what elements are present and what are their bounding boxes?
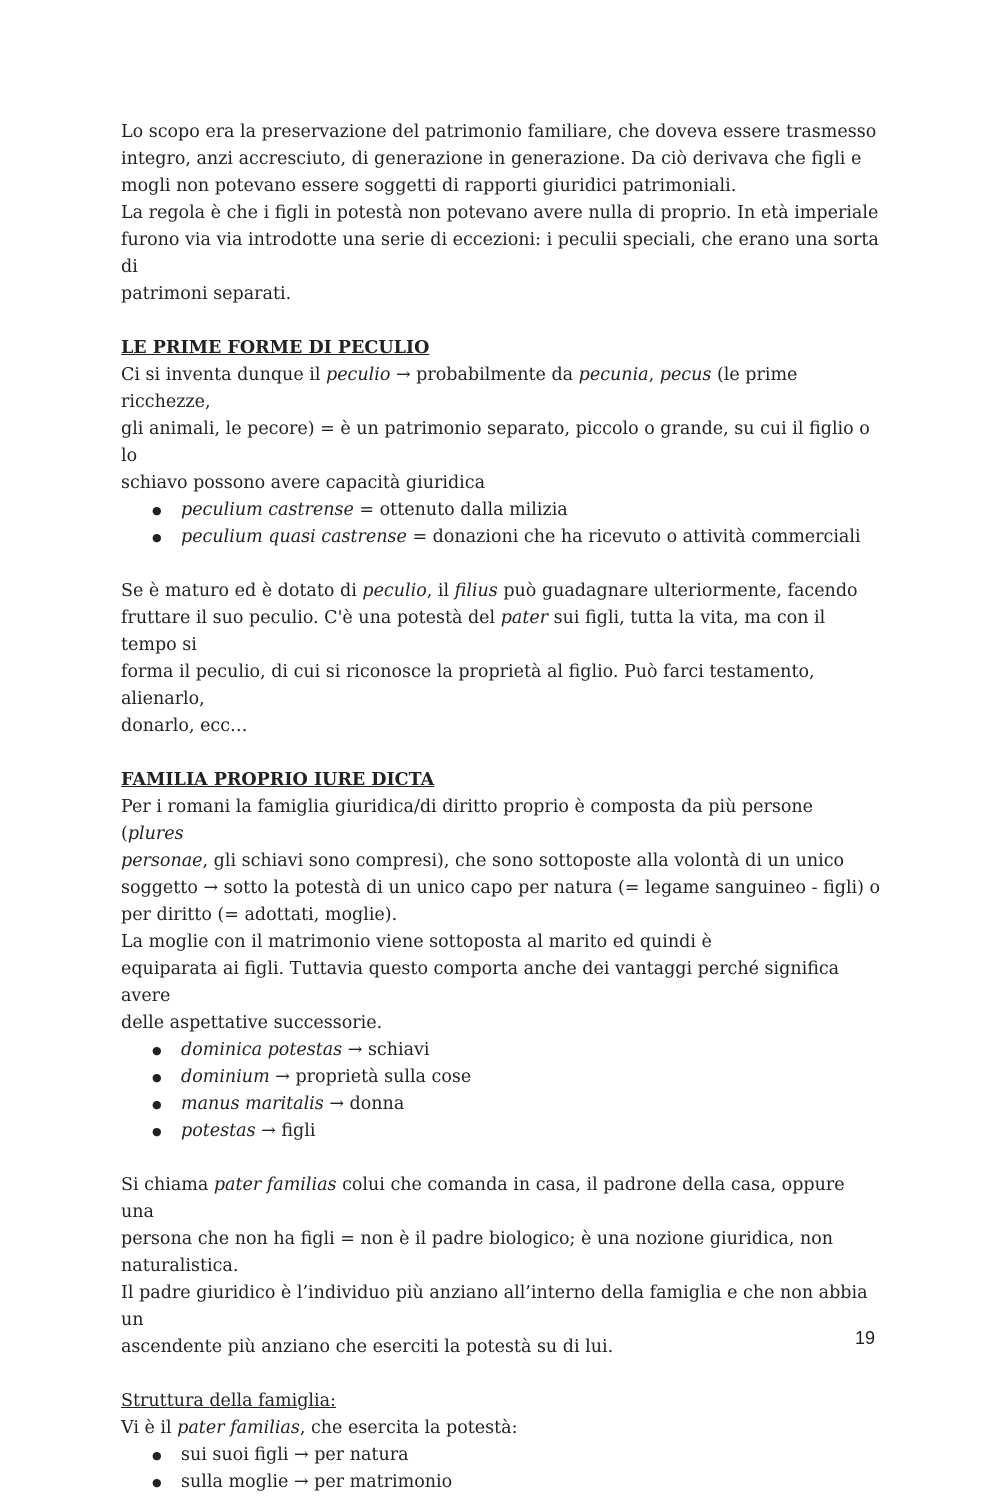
text-line: furono via via introdotte una serie di eccezioni: i peculii speciali, che erano una sorta di: [121, 230, 879, 277]
text-line: Lo scopo era la preservazione del patrimonio familiare, che doveva essere trasmesso: [121, 122, 877, 142]
bullet-list-struttura: [121, 1442, 881, 1496]
text-line: patrimoni separati.: [121, 284, 292, 304]
paragraph-familia: Per i romani la famiglia giuridica/di diritto proprio è composta da più persone (plures personae, gli schiavi sono compresi), che sono sottoposte alla volontà di un unico soggetto → sotto la potestà di un unico capo per natura (= legame sanguineo - figli) o per diritto (= adottati, moglie). La moglie con il matrimonio viene sottoposta al marito ed quindi è equiparata ai figli. Tuttavia questo comporta anche dei vantaggi perché significa avere delle aspettative successorie.: [121, 797, 881, 1033]
list-item: ● dominium → proprietà sulla cose: [121, 1064, 881, 1091]
list-item: ● potestas → figli: [121, 1118, 881, 1145]
list-item: ● manus maritalis → donna: [121, 1091, 881, 1118]
paragraph-struttura: Vi è il pater familias, che esercita la potestà:: [121, 1418, 518, 1438]
list-item: ● sulla moglie → per matrimonio: [121, 1469, 881, 1496]
section-heading-familia: FAMILIA PROPRIO IURE DICTA: [121, 770, 435, 790]
list-item: ● sui suoi figli → per natura: [121, 1442, 881, 1469]
section-heading-struttura: Struttura della famiglia:: [121, 1391, 336, 1411]
paragraph-intro: [121, 119, 881, 308]
paragraph-peculio: Ci si inventa dunque il peculio → probabilmente da pecunia, pecus (le prime ricchezze, gli animali, le pecore) = è un patrimonio separato, piccolo o grande, su cui il figlio o lo schiavo possono avere capacità giuridica: [121, 365, 870, 493]
text-line: integro, anzi accresciuto, di generazione in generazione. Da ciò derivava che figli e: [121, 149, 862, 169]
list-item: ● dominica potestas → schiavi: [121, 1037, 881, 1064]
text-line: La regola è che i figli in potestà non potevano avere nulla di proprio. In età imperiale: [121, 203, 879, 223]
bullet-list-potestas: [121, 1037, 881, 1145]
list-item: ● peculium castrense = ottenuto dalla milizia: [121, 497, 881, 524]
page-number: 19: [855, 1328, 876, 1348]
paragraph-filius: Se è maturo ed è dotato di peculio, il filius può guadagnare ulteriormente, facendo fruttare il suo peculio. C'è una potestà del pater sui figli, tutta la vita, ma con il tempo si forma il peculio, di cui si riconosce la proprietà al figlio. Può farci testamento, alienarlo, donarlo, ecc…: [121, 581, 858, 736]
list-item: ● peculium quasi castrense = donazioni che ha ricevuto o attività commerciali: [121, 524, 881, 551]
bullet-list-peculio: [121, 497, 881, 551]
section-heading-peculio: LE PRIME FORME DI PECULIO: [121, 338, 430, 358]
text-line: mogli non potevano essere soggetti di rapporti giuridici patrimoniali.: [121, 176, 737, 196]
paragraph-pater-familias: Si chiama pater familias colui che comanda in casa, il padrone della casa, oppure una persona che non ha figli = non è il padre biologico; è una nozione giuridica, non naturalistica. Il padre giuridico è l’individuo più anziano all’interno della famiglia e che non abbia un ascendente più anziano che eserciti la potestà su di lui.: [121, 1175, 868, 1357]
page-content: [121, 119, 881, 1496]
